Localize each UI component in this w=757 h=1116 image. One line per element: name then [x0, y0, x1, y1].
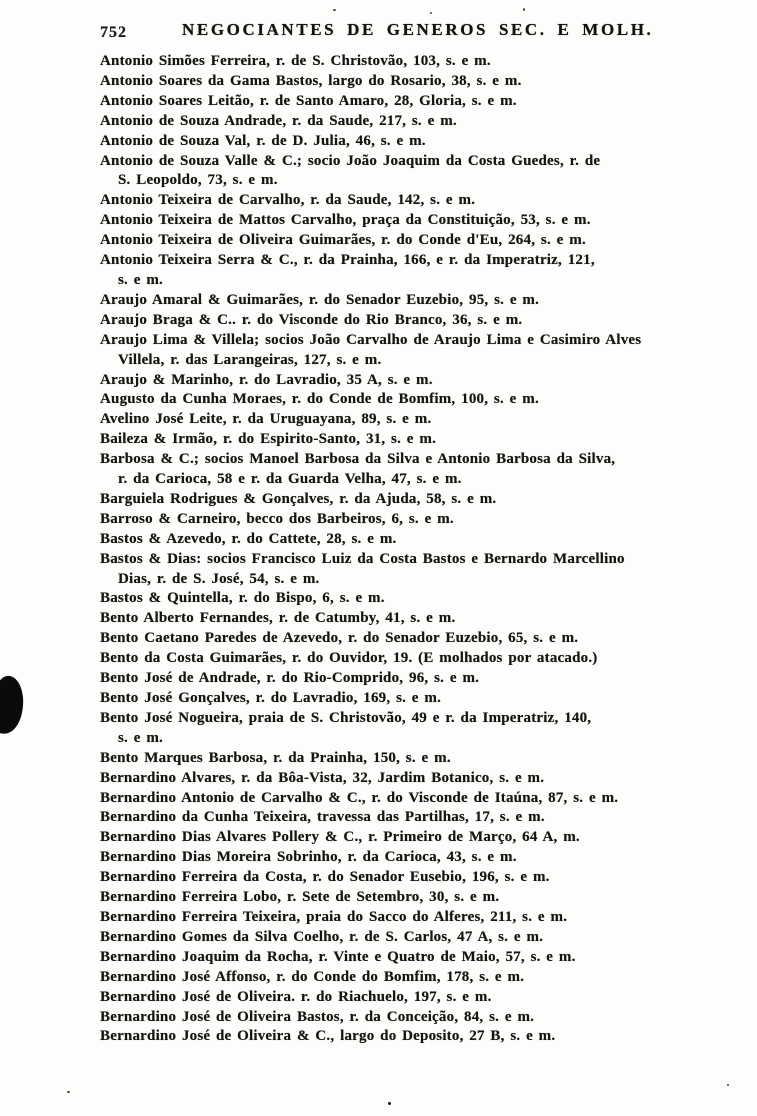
ink-blot [0, 674, 26, 735]
directory-entry [100, 430, 748, 450]
entry-line: Bernardino José de Oliveira. r. do Riachuelo, 197, s. e m. [100, 988, 492, 1005]
scan-speck [430, 12, 432, 14]
directory-entry [100, 371, 748, 391]
directory-entry [100, 629, 748, 649]
entry-line: Bernardino Alvares, r. da Bôa-Vista, 32, Jardim Botanico, s. e m. [100, 769, 545, 786]
directory-entry [100, 450, 748, 490]
directory-entry [100, 331, 748, 371]
directory-entry [100, 928, 748, 948]
entry-line: Barguiela Rodrigues & Gonçalves, r. da Ajuda, 58, s. e m. [100, 490, 497, 507]
entry-line: Augusto da Cunha Moraes, r. do Conde de Bomfim, 100, s. e m. [100, 391, 539, 408]
directory-entry [100, 510, 748, 530]
scan-speck [727, 1084, 729, 1086]
entry-line: Araujo Lima & Villela; socios João Carvalho de Araujo Lima e Casimiro Alves [100, 331, 642, 348]
directory-entry [100, 908, 748, 928]
entry-line: Baileza & Irmão, r. do Espirito-Santo, 31, s. e m. [100, 431, 437, 448]
page-number: 752 [100, 24, 127, 41]
entry-line: Bento Caetano Paredes de Azevedo, r. do Senador Euzebio, 65, s. e m. [100, 630, 579, 647]
directory-entry [100, 311, 748, 331]
entry-line: Bernardino José de Oliveira & C., largo do Deposito, 27 B, s. e m. [100, 1028, 556, 1045]
directory-entry [100, 769, 748, 789]
entry-line: Antonio de Souza Val, r. de D. Julia, 46, s. e m. [100, 132, 426, 149]
directory-entry [100, 410, 748, 430]
directory-entry [100, 52, 748, 72]
entry-line: Barroso & Carneiro, becco dos Barbeiros, 6, s. e m. [100, 510, 454, 527]
entry-line: Bernardino Antonio de Carvalho & C., r. do Visconde de Itaúna, 87, s. e m. [100, 789, 619, 806]
directory-entry [100, 1008, 748, 1028]
entry-line: Antonio Soares da Gama Bastos, largo do Rosario, 38, s. e m. [100, 72, 522, 89]
directory-entry [100, 92, 748, 112]
scan-speck [67, 1091, 70, 1093]
directory-entry [100, 589, 748, 609]
entry-line: Barbosa & C.; socios Manoel Barbosa da Silva e Antonio Barbosa da Silva, [100, 451, 616, 468]
scan-speck [523, 8, 525, 11]
directory-entry [100, 789, 748, 809]
directory-entry [100, 868, 748, 888]
entry-line: Bento José Gonçalves, r. do Lavradio, 169, s. e m. [100, 690, 442, 706]
entry-line: Antonio Teixeira Serra & C., r. da Prainha, 166, e r. da Imperatriz, 121, [100, 252, 595, 269]
entry-line: Bernardino Dias Moreira Sobrinho, r. da Carioca, 43, s. e m. [100, 849, 517, 866]
directory-entry [100, 231, 748, 251]
directory-entry [100, 72, 748, 92]
entry-line: Bernardino José Affonso, r. do Conde do Bomfim, 178, s. e m. [100, 968, 525, 985]
directory-entry [100, 251, 748, 291]
entry-line-continuation: s. e m. [118, 729, 163, 746]
directory-entry [100, 808, 748, 828]
entry-line-continuation: s. e m. [118, 271, 163, 288]
directory-entry [100, 609, 748, 629]
directory-entry [100, 191, 748, 211]
entry-line: Bento Marques Barbosa, r. da Prainha, 150, s. e m. [100, 749, 451, 766]
entry-line: Bastos & Dias: socios Francisco Luiz da Costa Bastos e Bernardo Marcellino [100, 550, 625, 567]
entry-line-continuation: S. Leopoldo, 73, s. e m. [118, 172, 278, 189]
directory-entry [100, 848, 748, 868]
entry-line: Antonio Teixeira de Mattos Carvalho, praça da Constituição, 53, s. e m. [100, 212, 591, 229]
entry-line: Antonio Simões Ferreira, r. de S. Christovão, 103, s. e m. [100, 53, 491, 69]
directory-entry [100, 948, 748, 968]
directory-entry [100, 530, 748, 550]
directory-entry [100, 390, 748, 410]
entry-line: Bernardino Ferreira da Costa, r. do Senador Eusebio, 196, s. e m. [100, 869, 550, 886]
directory-entry [100, 490, 748, 510]
directory-entry [100, 828, 748, 848]
directory-entry [100, 988, 748, 1008]
page-title: NEGOCIANTES DE GENEROS SEC. E MOLH. [182, 20, 654, 39]
entry-line: Antonio de Souza Valle & C.; socio João Joaquim da Costa Guedes, r. de [100, 152, 601, 169]
entry-line: Bernardino Ferreira Teixeira, praia do Sacco do Alferes, 211, s. e m. [100, 908, 568, 925]
entry-line-continuation: Dias, r. de S. José, 54, s. e m. [118, 570, 320, 587]
directory-entry [100, 749, 748, 769]
directory-entry [100, 1027, 748, 1047]
directory-entry [100, 132, 748, 152]
entry-line: Bento José Nogueira, praia de S. Christovão, 49 e r. da Imperatriz, 140, [100, 709, 592, 726]
entry-line: Bernardino da Cunha Teixeira, travessa das Partilhas, 17, s. e m. [100, 809, 545, 826]
entry-line: Bernardino José de Oliveira Bastos, r. da Conceição, 84, s. e m. [100, 1008, 535, 1025]
entry-line: Bento Alberto Fernandes, r. de Catumby, 41, s. e m. [100, 610, 456, 627]
entry-line: Bastos & Quintella, r. do Bispo, 6, s. e m. [100, 590, 385, 607]
directory-entry [100, 152, 748, 192]
scan-speck [388, 1102, 391, 1105]
directory-entry [100, 112, 748, 132]
directory-entry [100, 968, 748, 988]
directory-entry [100, 550, 748, 590]
entry-line: Bernardino Ferreira Lobo, r. Sete de Setembro, 30, s. e m. [100, 889, 500, 906]
entry-line: Araujo Braga & C.. r. do Visconde do Rio Branco, 36, s. e m. [100, 311, 523, 328]
entry-line: Araujo Amaral & Guimarães, r. do Senador Euzebio, 95, s. e m. [100, 291, 540, 308]
entry-line: Araujo & Marinho, r. do Lavradio, 35 A, s. e m. [100, 371, 433, 388]
entry-line: Bernardino Joaquim da Rocha, r. Vinte e Quatro de Maio, 57, s. e m. [100, 948, 576, 965]
directory-entry [100, 649, 748, 669]
directory-list [100, 52, 748, 1047]
entry-line: Bastos & Azevedo, r. do Cattete, 28, s. e m. [100, 530, 397, 547]
directory-entry [100, 669, 748, 689]
directory-entry [100, 689, 748, 709]
entry-line: Bernardino Gomes da Silva Coelho, r. de S. Carlos, 47 A, s. e m. [100, 928, 544, 945]
entry-line: Bernardino Dias Alvares Pollery & C., r. Primeiro de Março, 64 A, m. [100, 829, 580, 846]
page-header [0, 20, 757, 46]
entry-line-continuation: Villela, r. das Larangeiras, 127, s. e m. [118, 351, 382, 368]
scan-speck [333, 9, 336, 11]
entry-line: Antonio de Souza Andrade, r. da Saude, 217, s. e m. [100, 112, 457, 129]
entry-line: Bento da Costa Guimarães, r. do Ouvidor, 19. (E molhados por atacado.) [100, 650, 598, 667]
directory-entry [100, 888, 748, 908]
entry-line: Antonio Soares Leitão, r. de Santo Amaro, 28, Gloria, s. e m. [100, 92, 517, 109]
entry-line: Avelino José Leite, r. da Uruguayana, 89, s. e m. [100, 411, 432, 428]
entry-line: Bento José de Andrade, r. do Rio-Comprido, 96, s. e m. [100, 670, 480, 687]
directory-entry [100, 291, 748, 311]
directory-entry [100, 211, 748, 231]
entry-line: Antonio Teixeira de Oliveira Guimarães, r. do Conde d'Eu, 264, s. e m. [100, 232, 586, 249]
entry-line-continuation: r. da Carioca, 58 e r. da Guarda Velha, 47, s. e m. [118, 471, 462, 488]
entry-line: Antonio Teixeira de Carvalho, r. da Saude, 142, s. e m. [100, 192, 476, 209]
directory-entry [100, 709, 748, 749]
